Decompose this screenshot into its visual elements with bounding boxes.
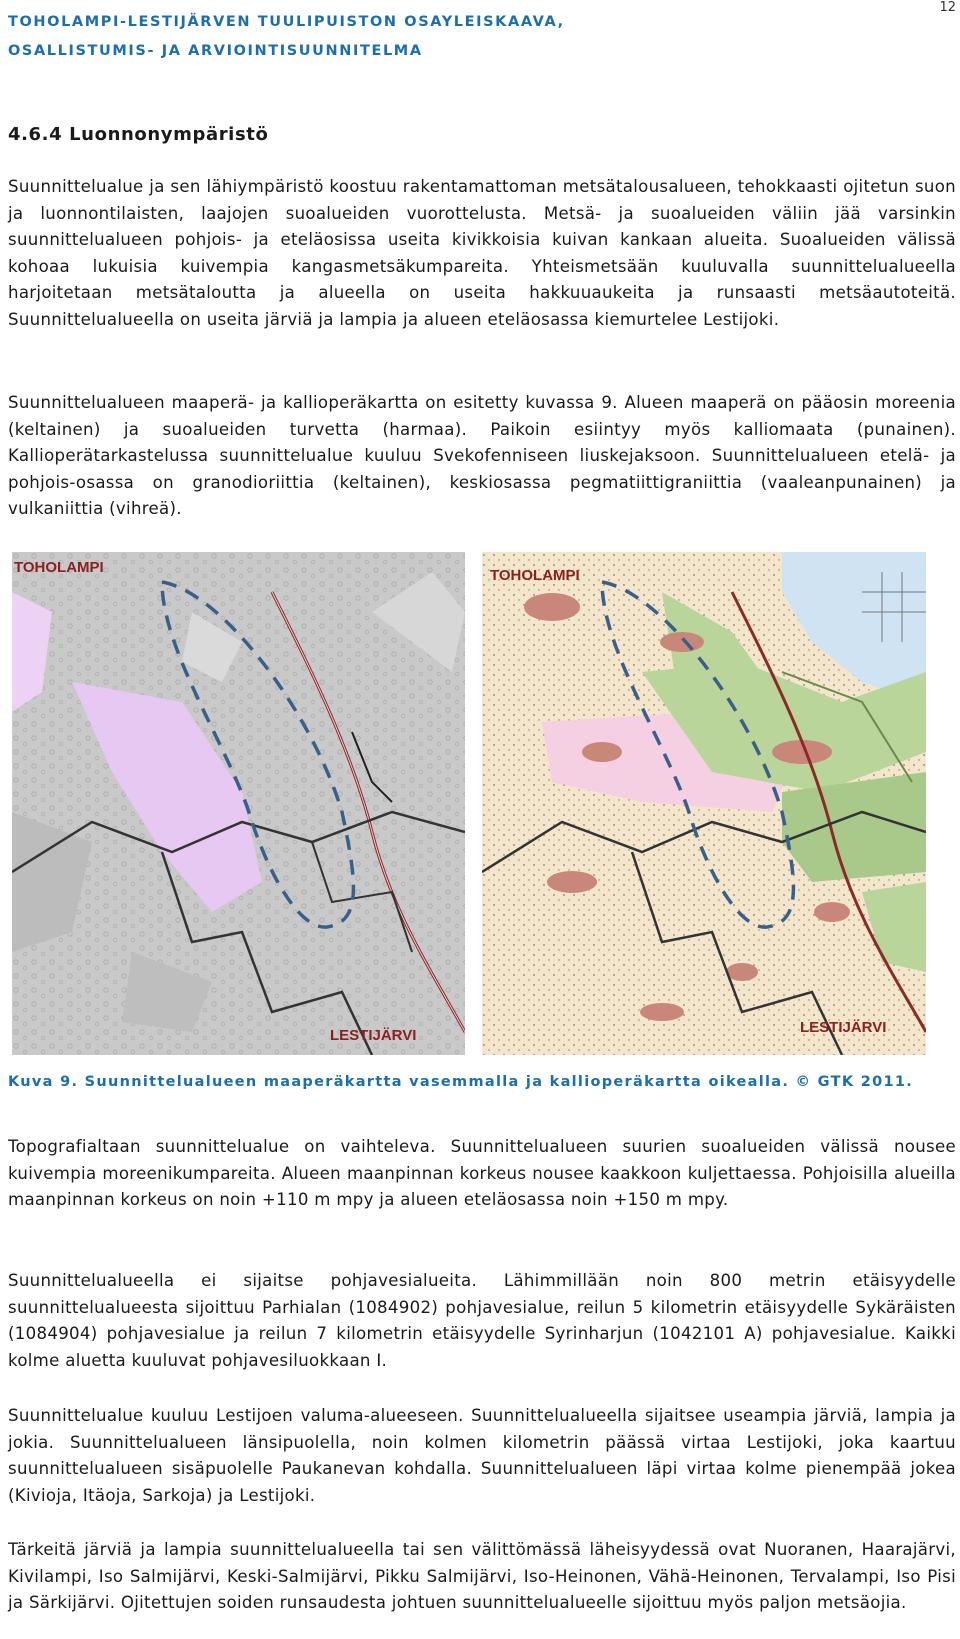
header-title-line-2: OSALLISTUMIS- JA ARVIOINTISUUNNITELMA	[8, 43, 423, 59]
paragraph-groundwater: Suunnittelualueella ei sijaitse pohjavesialueita. Lähimmillään noin 800 metrin etäisyydelle suunnittelualueesta sijoittuu Parhialan (1084902) pohjavesialue, reilun 5 kilometrin etäisyydelle Sykäräisten (1084904) pohjavesialue ja reilun 7 kilometrin etäisyydelle Syrinharjun (1042101 A) pohjavesialue. Kaikki kolme aluetta kuuluvat pohjavesiluokkaan I.	[8, 1271, 956, 1370]
page-number: 12	[939, 0, 956, 15]
map-label-south: LESTIJÄRVI	[330, 1027, 417, 1044]
paragraph-topography: Topografialtaan suunnittelualue on vaihteleva. Suunnittelualueen suurien suoalueiden välissä nousee kuivempia moreenikumpareita. Alueen maanpinnan korkeus nousee kaakkoon kuljettaessa. Pohjoisilla alueilla maanpinnan korkeus on noin +110 m mpy ja alueen eteläosassa noin +150 m mpy.	[8, 1137, 956, 1210]
header-title-line-1: TOHOLAMPI-LESTIJÄRVEN TUULIPUISTON OSAYLEISKAAVA,	[8, 14, 565, 30]
document-header	[8, 8, 565, 66]
soil-map	[12, 552, 465, 1055]
rock-outcrop	[524, 593, 580, 621]
paragraph-drainage: Suunnittelualue kuuluu Lestijoen valuma-alueeseen. Suunnittelualueella sijaitsee useampia järviä, lampia ja jokia. Suunnittelualueen länsipuolella, noin kolmen kilometrin päässä virtaa Lestijoki, joka kaartuu suunnittelualueen sisäpuolelle Paukanevan kohdalla. Suunnittelualueen läpi virtaa kolme pienempää jokea (Kivioja, Itäoja, Sarkoja) ja Lestijoki.	[8, 1406, 956, 1505]
map-label-north: TOHOLAMPI	[490, 567, 580, 584]
paragraph-nature-overview: Suunnittelualue ja sen lähiympäristö koostuu rakentamattoman metsätalousalueen, tehokkaasti ojitetun suon ja luonnontilaisten, laajojen suoalueiden vuorottelusta. Metsä- ja suoalueiden väliin jää varsinkin suunnittelualueen pohjois- ja eteläosissa useita kivikkoisia kuivan kankaan alueita. Suoalueiden välissä kohoaa lukuisia kuivempia kangasmetsäkumpareita. Yhteismetsään kuuluvalla suunnittelualueella harjoitetaan metsätaloutta ja alueella on useita hakkuuaukeita ja runsaasti metsäautoteitä. Suunnittelualueella on useita järviä ja lampia ja alueen eteläosassa kiemurtelee Lestijoki.	[8, 177, 956, 329]
bedrock-map	[482, 552, 926, 1055]
section-heading: 4.6.4 Luonnonympäristö	[8, 124, 269, 145]
map-label-north: TOHOLAMPI	[14, 559, 104, 576]
paragraph-soil-bedrock: Suunnittelualueen maaperä- ja kallioperäkartta on esitetty kuvassa 9. Alueen maaperä on pääosin moreenia (keltainen) ja suoalueiden turvetta (harmaa). Paikoin esiintyy myös kalliomaata (punainen). Kallioperätarkastelussa suunnittelualue kuuluu Svekofenniseen liuskejaksoon. Suunnittelualueen etelä- ja pohjois-osassa on granodioriittia (keltainen), keskiosassa pegmatiittigraniittia (vaaleanpunainen) ja vulkaniittia (vihreä).	[8, 393, 956, 519]
map-label-south: LESTIJÄRVI	[800, 1019, 887, 1036]
figure-caption: Kuva 9. Suunnittelualueen maaperäkartta vasemmalla ja kallioperäkartta oikealla. © GTK 2011.	[8, 1074, 914, 1090]
paragraph-lakes: Tärkeitä järviä ja lampia suunnittelualueella tai sen välittömässä läheisyydessä ovat Nuoranen, Haarajärvi, Kivilampi, Iso Salmijärvi, Keski-Salmijärvi, Pikku Salmijärvi, Iso-Heinonen, Vähä-Heinonen, Tervalampi, Iso Pisi ja Särkijärvi. Ojitettujen soiden runsaudesta johtuen suunnittelualueelle sijoittuu myös paljon metsäojia.	[8, 1540, 956, 1613]
